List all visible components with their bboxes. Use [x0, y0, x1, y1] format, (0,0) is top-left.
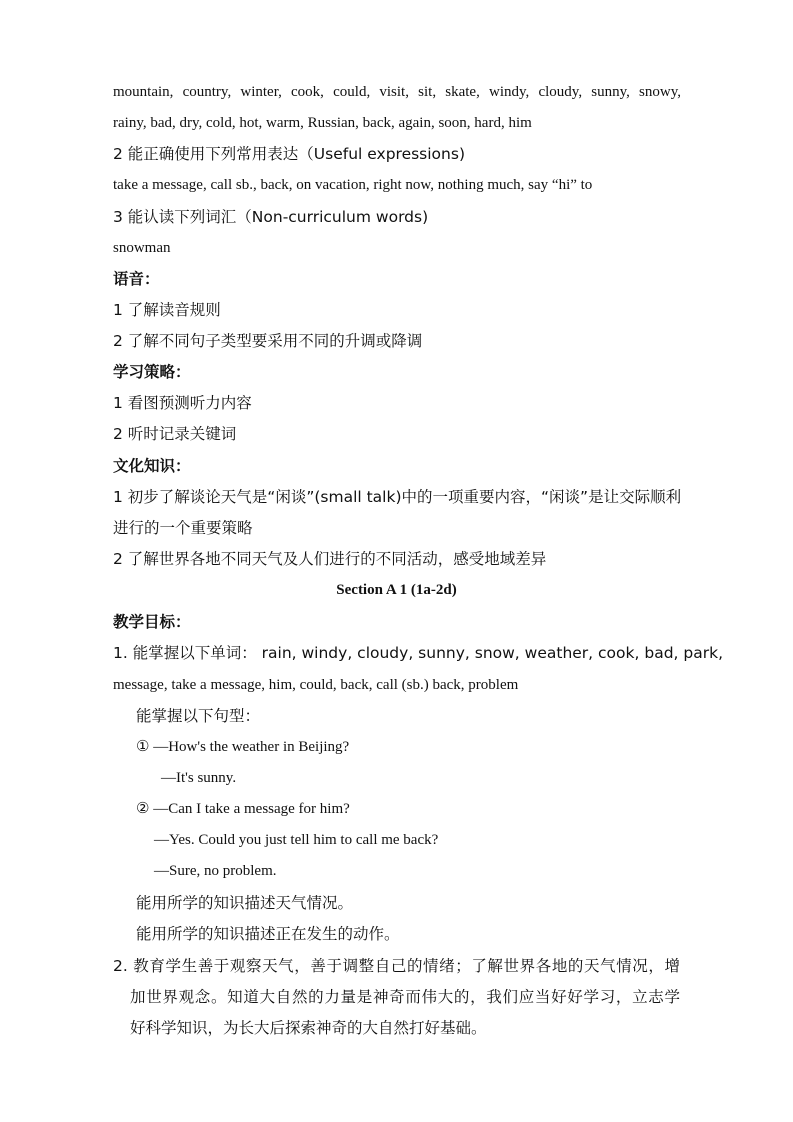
pronunciation-heading: 语音： — [113, 270, 160, 288]
vocabulary-line-2: rainy, bad, dry, cold, hot, warm, Russian, back, again, soon, hard, him — [113, 115, 532, 131]
learning-strategy-heading: 学习策略： — [113, 363, 191, 381]
goal-1-words-cont: message, take a message, him, could, back, call (sb.) back, problem — [113, 677, 519, 693]
vocabulary-line-1: mountain, country, winter, cook, could, visit, sit, skate, windy, cloudy, sunny, snowy, — [113, 84, 681, 100]
section-title: Section A 1 (1a-2d) — [336, 582, 457, 598]
goal-describe-actions: 能用所学的知识描述正在发生的动作。 — [136, 925, 400, 943]
dialogue-2-answer-2: —Sure, no problem. — [154, 863, 277, 879]
non-curriculum-heading: 3 能认读下列词汇（Non-curriculum words) — [113, 208, 429, 226]
sentence-patterns-label: 能掌握以下句型： — [136, 707, 261, 725]
goal-2-line-3: 好科学知识，为长大后探索神奇的大自然打好基础。 — [130, 1019, 487, 1037]
dialogue-1-answer: —It's sunny. — [161, 770, 237, 786]
goal-1-words: 1. 能掌握以下单词： rain, windy, cloudy, sunny, snow, weather, cook, bad, park, — [113, 644, 723, 662]
culture-item-2: 2 了解世界各地不同天气及人们进行的不同活动，感受地域差异 — [113, 550, 547, 568]
useful-expressions-list: take a message, call sb., back, on vacation, right now, nothing much, say “hi” to — [113, 177, 593, 193]
culture-item-1-cont: 进行的一个重要策略 — [113, 519, 253, 537]
strategy-item-2: 2 听时记录关键词 — [113, 425, 237, 443]
dialogue-1-question: ① —How's the weather in Beijing? — [136, 739, 350, 755]
goal-2-line-2: 加世界观念。知道大自然的力量是神奇而伟大的，我们应当好好学习，立志学 — [130, 988, 680, 1006]
pronunciation-item-1: 1 了解读音规则 — [113, 301, 221, 319]
goal-describe-weather: 能用所学的知识描述天气情况。 — [136, 894, 354, 912]
teaching-goals-heading: 教学目标： — [113, 613, 191, 631]
goal-2-line-1: 2. 教育学生善于观察天气，善于调整自己的情绪；了解世界各地的天气情况，增 — [113, 957, 680, 975]
pronunciation-item-2: 2 了解不同句子类型要采用不同的升调或降调 — [113, 332, 423, 350]
culture-item-1: 1 初步了解谈论天气是“闲谈”(small talk)中的一项重要内容，“闲谈”是让交际顺利 — [113, 488, 682, 506]
strategy-item-1: 1 看图预测听力内容 — [113, 394, 252, 412]
dialogue-2-question: ② —Can I take a message for him? — [136, 801, 350, 817]
non-curriculum-list: snowman — [113, 240, 171, 256]
dialogue-2-answer-1: —Yes. Could you just tell him to call me back? — [154, 832, 439, 848]
useful-expressions-heading: 2 能正确使用下列常用表达（Useful expressions) — [113, 145, 465, 163]
culture-heading: 文化知识： — [113, 457, 191, 475]
